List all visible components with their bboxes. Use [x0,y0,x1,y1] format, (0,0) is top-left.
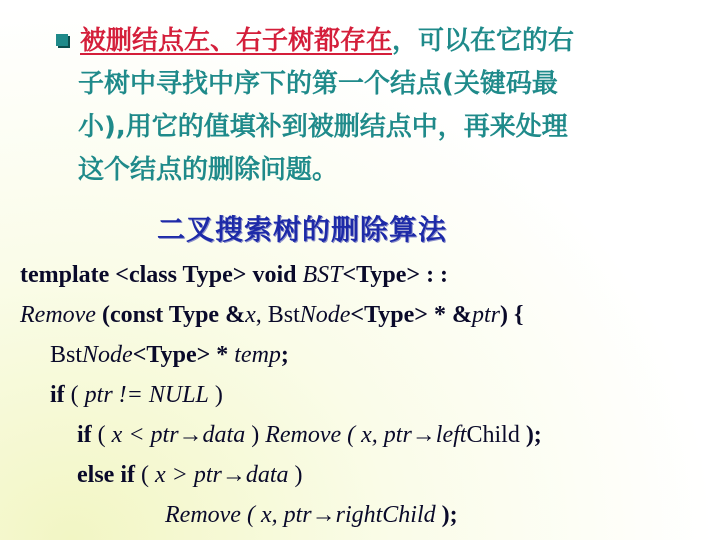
code-token: Child [466,422,520,448]
code-line-7 [20,495,710,535]
explanation-paragraph [58,20,708,192]
code-token: ( [134,462,155,488]
code-token: <Type> * [132,342,235,368]
code-token: <Type> : : [342,262,449,288]
code-token: else if [77,462,135,488]
paragraph-line-1 [58,20,708,63]
code-token: ) [245,422,266,448]
code-token: if [50,382,65,408]
code-token: ptr [471,302,500,328]
code-token: Remove ( x, ptr→left [265,422,467,448]
emphasis-text: 被删结点左、右子树都存在 [80,26,393,56]
code-token: ) [208,382,223,408]
code-line-3 [20,335,710,375]
code-token: ) [288,462,303,488]
code-token: ( [64,382,85,408]
code-token: , Bst [255,302,300,328]
code-token: ) { [500,302,524,328]
code-line-4 [20,375,710,415]
code-token: if [77,422,92,448]
code-token: template <class Type> void [20,262,303,288]
code-token: Remove ( x, ptr→right [165,502,383,528]
code-token: x [245,302,256,328]
code-line-6 [20,455,710,495]
code-token: Node [82,342,133,368]
code-token: ; [280,342,289,368]
code-line-2 [20,295,710,335]
code-token: ( [91,422,112,448]
code-token: Remove [20,302,102,328]
code-token: Node [299,302,351,328]
paragraph-line-1-rest: ，可以在它的右 [392,26,575,56]
code-token: ptr != NULL [84,382,209,408]
code-token: <Type> * & [350,302,472,328]
code-line-5 [20,415,710,455]
code-token: temp [234,342,281,368]
code-token: ); [435,502,458,528]
code-token: (const Type & [101,302,246,328]
code-block [20,255,710,535]
code-token: x < ptr→data [111,422,246,448]
paragraph-line-3: 小),用它的值填补到被删结点中，再来处理 [78,112,568,142]
code-token: BST [302,262,343,288]
paragraph-line-4: 这个结点的删除问题。 [78,155,339,185]
code-line-1 [20,255,710,295]
code-token: ); [519,422,542,448]
code-token: Child [382,502,436,528]
paragraph-line-2: 子树中寻找中序下的第一个结点(关键码最 [78,69,558,99]
code-token: x > ptr→data [154,462,289,488]
section-title: 二叉搜索树的删除算法 [157,213,448,246]
code-token: Bst [50,342,83,368]
